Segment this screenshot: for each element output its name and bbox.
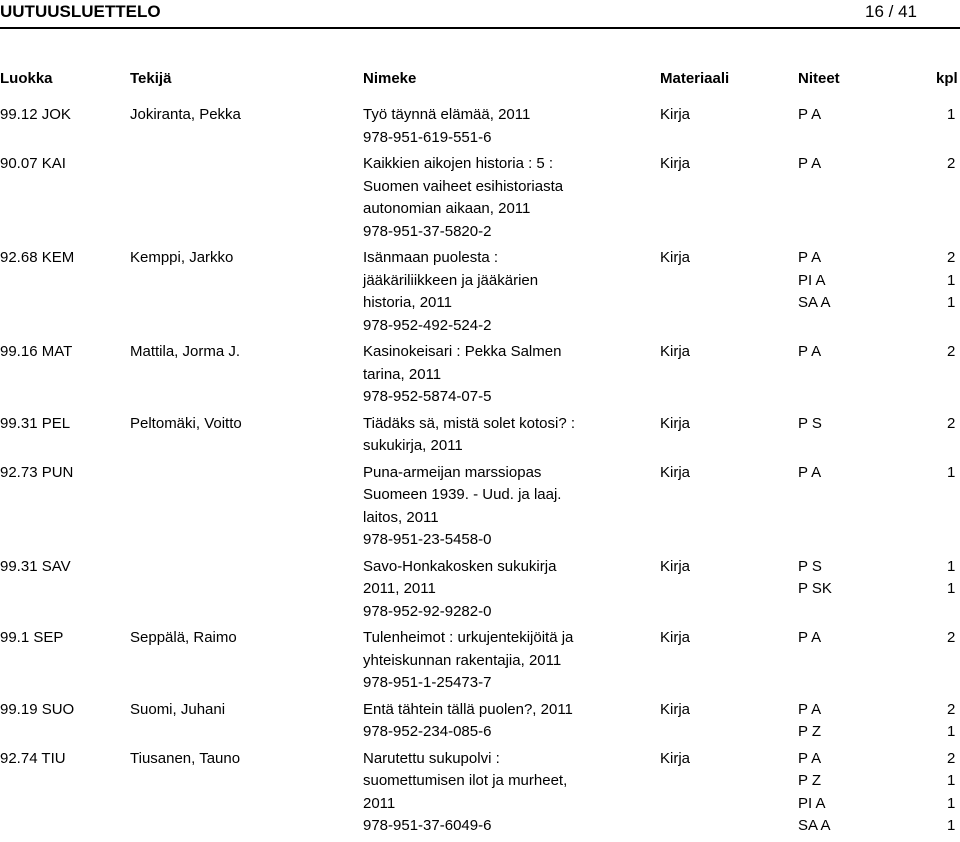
- catalog-list: [0, 104, 960, 842]
- copies-line: SA A: [798, 294, 831, 311]
- copies: [798, 153, 821, 176]
- quantity-line: 2: [947, 343, 956, 360]
- author: Tiusanen, Tauno: [130, 749, 241, 767]
- class-code: 92.74 TIU: [0, 749, 66, 767]
- title-line: yhteiskunnan rakentajia, 2011: [363, 651, 562, 669]
- title-line: suomettumisen ilot ja murheet,: [363, 772, 568, 789]
- title-line: 978-951-1-25473-7: [363, 674, 492, 691]
- quantity-line: 1: [947, 294, 956, 311]
- material: Kirja: [660, 749, 691, 767]
- title-line: 978-951-619-551-6: [363, 128, 492, 146]
- copies: [798, 627, 821, 650]
- material: Kirja: [660, 249, 691, 266]
- title-line: tarina, 2011: [363, 365, 442, 383]
- catalog-row: [0, 462, 960, 556]
- class-code: 99.16 MAT: [0, 343, 73, 360]
- author: Suomi, Juhani: [130, 700, 226, 718]
- title-line: 978-952-92-9282-0: [363, 602, 492, 620]
- quantity-line: 2: [947, 155, 956, 172]
- quantity-line: 2: [947, 629, 956, 646]
- class-code: 92.73 PUN: [0, 463, 74, 481]
- title-line: 978-951-37-5820-2: [363, 222, 492, 240]
- class-code: 99.19 SUO: [0, 700, 75, 718]
- quantity: [947, 699, 955, 744]
- title: [363, 413, 575, 458]
- quantity: [947, 462, 955, 485]
- quantity-line: 2: [947, 700, 956, 718]
- quantity-line: 1: [947, 271, 956, 289]
- title-line: laitos, 2011: [363, 508, 439, 526]
- material: Kirja: [660, 155, 691, 172]
- author: Mattila, Jorma J.: [130, 343, 241, 360]
- copies-line: P A: [798, 629, 822, 646]
- material: Kirja: [660, 700, 691, 718]
- page-number: 16 / 41: [865, 2, 917, 21]
- title-line: Tulenheimot : urkujentekijöitä ja: [363, 629, 574, 646]
- catalog-row: [0, 341, 960, 413]
- author: Seppälä, Raimo: [130, 629, 237, 646]
- title-line: jääkäriliikkeen ja jääkärien: [363, 271, 539, 289]
- author: Jokiranta, Pekka: [130, 106, 241, 123]
- col-materiaali: Materiaali: [660, 70, 730, 87]
- quantity: [947, 556, 955, 601]
- author: Peltomäki, Voitto: [130, 414, 242, 432]
- catalog-row: [0, 153, 960, 247]
- copies: [798, 462, 821, 485]
- copies-line: SA A: [798, 817, 831, 834]
- copies: [798, 104, 821, 127]
- title: [363, 556, 556, 624]
- author: Kemppi, Jarkko: [130, 249, 234, 266]
- title-line: 2011, 2011: [363, 580, 436, 597]
- class-code: 90.07 KAI: [0, 155, 66, 172]
- quantity: [947, 627, 955, 650]
- material: Kirja: [660, 629, 691, 646]
- copies: [798, 556, 832, 601]
- copies-line: P A: [798, 343, 822, 360]
- title-line: Puna-armeijan marssiopas: [363, 463, 542, 481]
- copies-line: P S: [798, 557, 822, 575]
- quantity-line: 2: [947, 249, 956, 266]
- material: Kirja: [660, 343, 691, 360]
- catalog-row: [0, 104, 960, 153]
- copies-line: P A: [798, 155, 822, 172]
- catalog-row: [0, 247, 960, 341]
- header-rule: [0, 27, 960, 29]
- title: [363, 104, 530, 149]
- copies-line: PI A: [798, 271, 826, 289]
- copies-line: P A: [798, 749, 822, 767]
- column-headers: [0, 70, 960, 90]
- copies-line: PI A: [798, 794, 826, 812]
- catalog-title: UUTUUSLUETTELO: [0, 2, 161, 21]
- title-line: 978-952-492-524-2: [363, 316, 492, 334]
- copies-line: P SK: [798, 580, 832, 597]
- title-line: Suomeen 1939. - Uud. ja laaj.: [363, 486, 562, 503]
- catalog-row: [0, 556, 960, 628]
- quantity-line: 2: [947, 414, 956, 432]
- title-line: 978-952-234-085-6: [363, 723, 492, 740]
- title-line: Savo-Honkakosken sukukirja: [363, 557, 557, 575]
- class-code: 92.68 KEM: [0, 249, 75, 266]
- col-luokka: Luokka: [0, 70, 53, 87]
- quantity: [947, 104, 955, 127]
- title: [363, 153, 563, 243]
- page-header: [0, 0, 960, 28]
- title-line: 978-951-23-5458-0: [363, 531, 492, 548]
- title-line: Isänmaan puolesta :: [363, 249, 499, 266]
- catalog-row: [0, 699, 960, 748]
- copies-line: P A: [798, 463, 822, 481]
- copies: [798, 748, 831, 838]
- title-line: Kaikkien aikojen historia : 5 :: [363, 155, 554, 172]
- quantity: [947, 748, 955, 838]
- title-line: 2011: [363, 794, 396, 812]
- quantity: [947, 247, 955, 315]
- catalog-row: [0, 627, 960, 699]
- title: [363, 627, 573, 695]
- title-line: Tiädäks sä, mistä solet kotosi? :: [363, 414, 576, 432]
- class-code: 99.31 PEL: [0, 414, 71, 432]
- title-line: 978-951-37-6049-6: [363, 817, 492, 834]
- quantity-line: 1: [947, 580, 956, 597]
- title: [363, 462, 561, 552]
- material: Kirja: [660, 463, 691, 481]
- col-kpl: kpl: [936, 70, 958, 87]
- col-nimeke: Nimeke: [363, 70, 417, 87]
- title: [363, 699, 573, 744]
- copies-line: P A: [798, 700, 822, 718]
- material: Kirja: [660, 557, 691, 575]
- quantity-line: 1: [947, 106, 956, 123]
- material: Kirja: [660, 414, 691, 432]
- copies: [798, 247, 831, 315]
- title: [363, 341, 561, 409]
- title-line: autonomian aikaan, 2011: [363, 200, 531, 217]
- material: Kirja: [660, 106, 691, 123]
- title: [363, 748, 567, 838]
- quantity-line: 1: [947, 794, 956, 812]
- quantity-line: 1: [947, 463, 956, 481]
- title-line: historia, 2011: [363, 294, 452, 311]
- title-line: Suomen vaiheet esihistoriasta: [363, 177, 564, 195]
- copies: [798, 699, 821, 744]
- quantity: [947, 341, 955, 364]
- copies: [798, 413, 822, 436]
- col-niteet: Niteet: [798, 70, 840, 87]
- title-line: Entä tähtein tällä puolen?, 2011: [363, 700, 573, 718]
- catalog-row: [0, 748, 960, 842]
- quantity: [947, 153, 955, 176]
- copies-line: P S: [798, 414, 822, 432]
- title-line: Kasinokeisari : Pekka Salmen: [363, 343, 562, 360]
- quantity-line: 2: [947, 749, 956, 767]
- class-code: 99.1 SEP: [0, 629, 64, 646]
- quantity-line: 1: [947, 723, 956, 740]
- copies-line: P Z: [798, 772, 822, 789]
- copies-line: P Z: [798, 723, 822, 740]
- quantity: [947, 413, 955, 436]
- quantity-line: 1: [947, 772, 956, 789]
- class-code: 99.31 SAV: [0, 557, 71, 575]
- copies-line: P A: [798, 249, 822, 266]
- title-line: Työ täynnä elämää, 2011: [363, 106, 531, 123]
- catalog-row: [0, 413, 960, 462]
- title-line: sukukirja, 2011: [363, 437, 463, 454]
- col-tekija: Tekijä: [130, 70, 172, 87]
- quantity-line: 1: [947, 557, 956, 575]
- title-line: Narutettu sukupolvi :: [363, 749, 500, 767]
- copies: [798, 341, 821, 364]
- copies-line: P A: [798, 106, 822, 123]
- title: [363, 247, 538, 337]
- class-code: 99.12 JOK: [0, 106, 71, 123]
- quantity-line: 1: [947, 817, 956, 834]
- title-line: 978-952-5874-07-5: [363, 388, 492, 405]
